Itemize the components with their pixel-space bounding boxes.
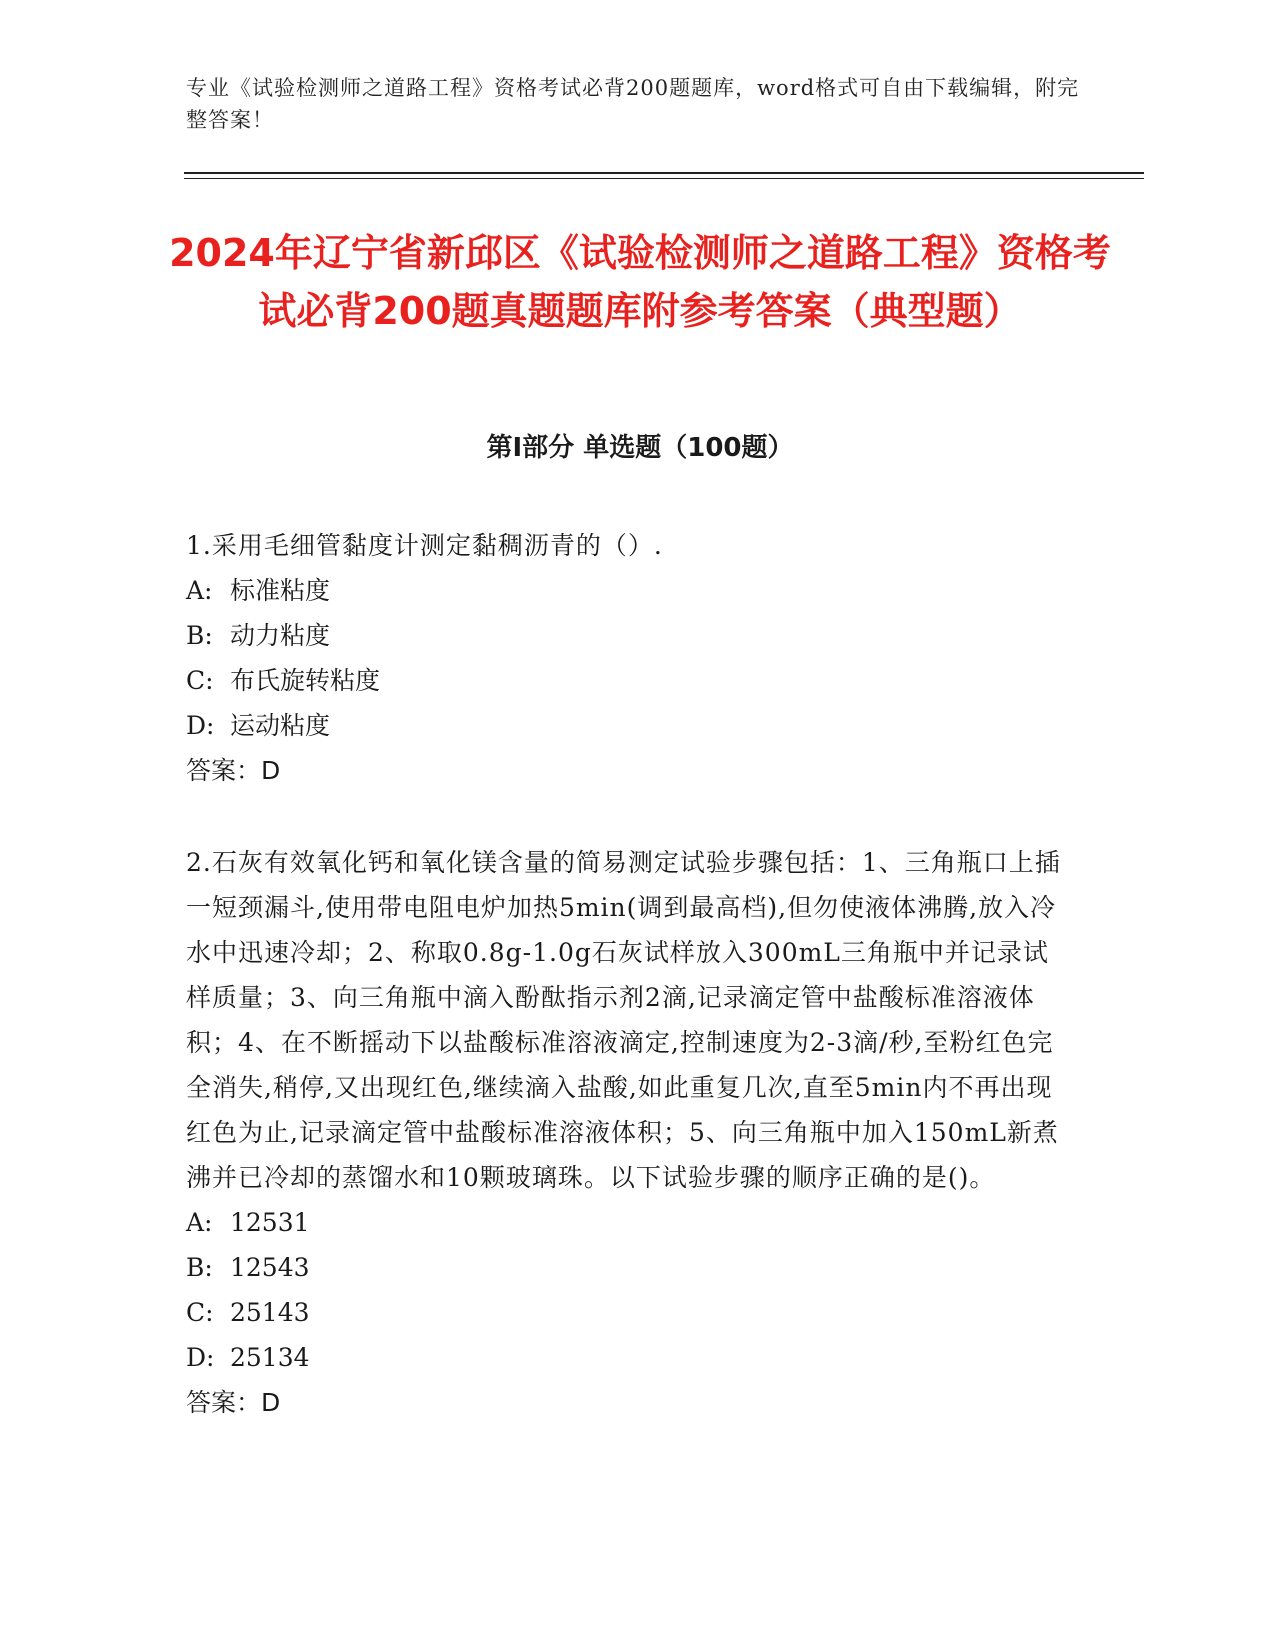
- header-divider-thick: [184, 172, 1144, 174]
- option-letter: C:: [186, 1298, 214, 1327]
- option-letter: D:: [186, 711, 215, 740]
- document-title: 2024年辽宁省新邱区《试验检测师之道路工程》资格考试必背200题真题题库附参考答案（典型题）: [169, 231, 1111, 333]
- option-text: 标准粘度: [230, 576, 331, 605]
- option-a: [186, 1200, 1066, 1245]
- option-letter: B:: [186, 1253, 213, 1282]
- option-text: 布氏旋转粘度: [230, 666, 381, 695]
- option-a: [186, 568, 1066, 613]
- question-1: [186, 523, 1066, 793]
- option-text: 25143: [230, 1298, 310, 1327]
- option-letter: C:: [186, 666, 214, 695]
- answer: 答案：D: [186, 1388, 281, 1417]
- option-b: [186, 1245, 1066, 1290]
- option-c: [186, 1290, 1066, 1335]
- section-title: 第Ⅰ部分 单选题（100题）: [486, 433, 794, 463]
- header-divider-thin: [184, 178, 1144, 179]
- option-b: [186, 613, 1066, 658]
- question-2: [186, 840, 1066, 1425]
- option-letter: D:: [186, 1343, 215, 1372]
- option-text: 12543: [230, 1253, 310, 1282]
- option-c: [186, 658, 1066, 703]
- option-text: 12531: [230, 1208, 310, 1237]
- option-d: [186, 703, 1066, 748]
- option-d: [186, 1335, 1066, 1380]
- question-text: 1.采用毛细管黏度计测定黏稠沥青的（）.: [186, 531, 663, 560]
- header-note: 专业《试验检测师之道路工程》资格考试必背200题题库，word格式可自由下载编辑，附完整答案！: [186, 76, 1080, 132]
- answer: 答案：D: [186, 756, 281, 785]
- question-text: 2.石灰有效氧化钙和氧化镁含量的简易测定试验步骤包括：1、三角瓶口上插一短颈漏斗,使用带电阻电炉加热5min(调到最高档),但勿使液体沸腾,放入冷水中迅速冷却；2、称取0.8g-1.0g石灰试样放入300mL三角瓶中并记录试样质量；3、向三角瓶中滴入酚酞指示剂2滴,记录滴定管中盐酸标准溶液体积；4、在不断摇动下以盐酸标准溶液滴定,控制速度为2-3滴/秒,至粉红色完全消失,稍停,又出现红色,继续滴入盐酸,如此重复几次,直至5min内不再出现红色为止,记录滴定管中盐酸标准溶液体积；5、向三角瓶中加入150mL新煮沸并已冷却的蒸馏水和10颗玻璃珠。以下试验步骤的顺序正确的是()。: [186, 848, 1061, 1192]
- option-text: 25134: [230, 1343, 310, 1372]
- option-letter: B:: [186, 621, 213, 650]
- option-letter: A:: [186, 576, 213, 605]
- option-text: 动力粘度: [230, 621, 331, 650]
- option-text: 运动粘度: [230, 711, 331, 740]
- option-letter: A:: [186, 1208, 213, 1237]
